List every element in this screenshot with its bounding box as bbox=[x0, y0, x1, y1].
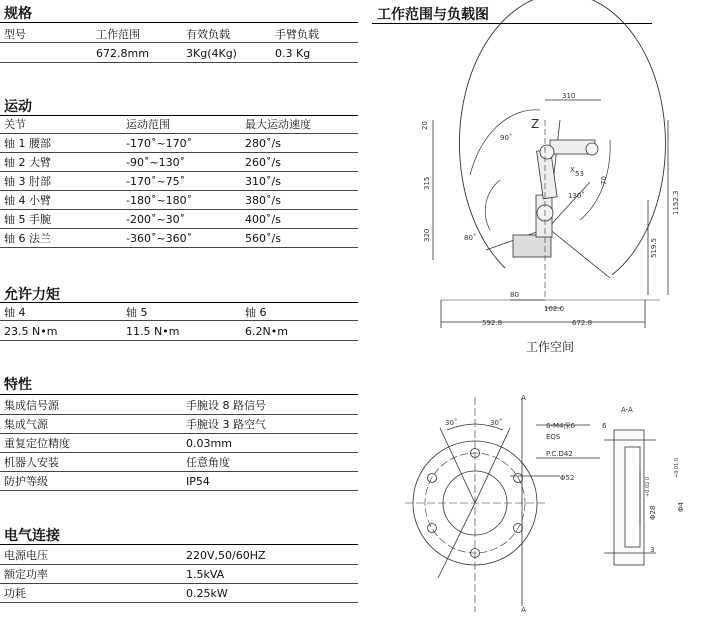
feature-label: 集成信号源 bbox=[4, 399, 59, 412]
flange-dia52-label: Φ52 bbox=[560, 474, 575, 482]
motion-header-speed: 最大运动速度 bbox=[245, 118, 311, 131]
motion-range: -200˚~30˚ bbox=[126, 213, 186, 226]
divider bbox=[0, 171, 358, 172]
spec-title: 规格 bbox=[4, 6, 32, 22]
feature-value: IP54 bbox=[186, 475, 210, 488]
divider bbox=[0, 228, 358, 229]
spec-value-armload: 0.3 Kg bbox=[275, 47, 311, 60]
dim-102: 102.0 bbox=[544, 305, 565, 313]
divider bbox=[0, 414, 358, 415]
torque-header-axis6: 轴 6 bbox=[245, 306, 267, 319]
spec-value-range: 672.8mm bbox=[96, 47, 149, 60]
robot-joint bbox=[537, 205, 553, 221]
bolt-hole bbox=[514, 524, 523, 533]
flange-tol4-label: +0.01 0 bbox=[674, 457, 680, 478]
divider bbox=[0, 115, 358, 116]
motion-speed: 260˚/s bbox=[245, 156, 281, 169]
motion-range: -170˚~170˚ bbox=[126, 137, 193, 150]
flange-pcd bbox=[425, 453, 525, 553]
feature-value: 任意角度 bbox=[186, 456, 230, 469]
spec-value-payload: 3Kg(4Kg) bbox=[186, 47, 237, 60]
divider bbox=[0, 583, 358, 584]
flange-section bbox=[614, 430, 644, 565]
motion-range: -360˚~360˚ bbox=[126, 232, 193, 245]
electric-value: 1.5kVA bbox=[186, 568, 225, 581]
dim-1152: 1152.3 bbox=[672, 190, 680, 215]
dim-592: 592.8 bbox=[482, 319, 503, 327]
flange-bore bbox=[443, 471, 507, 535]
flange-angle-right: 30˚ bbox=[490, 419, 503, 427]
dim-90deg: 90˚ bbox=[500, 134, 513, 142]
divider bbox=[372, 23, 652, 24]
dim-130deg: 130˚ bbox=[568, 192, 585, 200]
robot-base bbox=[513, 235, 551, 257]
dim-315: 315 bbox=[423, 176, 431, 190]
feature-label: 机器人安装 bbox=[4, 456, 59, 469]
feature-value: 0.03mm bbox=[186, 437, 232, 450]
electric-label: 电源电压 bbox=[4, 549, 48, 562]
workspace-inner-arc bbox=[470, 110, 540, 175]
flange-dia28-label: Φ28 bbox=[649, 505, 657, 520]
dim-80: 80 bbox=[510, 291, 519, 299]
electric-label: 额定功率 bbox=[4, 568, 48, 581]
motion-speed: 400˚/s bbox=[245, 213, 281, 226]
torque-header-axis5: 轴 5 bbox=[126, 306, 148, 319]
bolt-hole bbox=[428, 474, 437, 483]
features-title: 特性 bbox=[4, 377, 32, 393]
divider bbox=[0, 564, 358, 565]
dim-20: 20 bbox=[421, 121, 429, 130]
divider bbox=[0, 320, 358, 321]
flange-section-label: A-A bbox=[621, 406, 633, 414]
dim-320: 320 bbox=[423, 228, 431, 242]
dim-672: 672.8 bbox=[572, 319, 593, 327]
axis-z-label: Z bbox=[531, 117, 540, 131]
motion-speed: 560˚/s bbox=[245, 232, 281, 245]
flange-angle-left: 30˚ bbox=[445, 419, 458, 427]
electric-value: 0.25kW bbox=[186, 587, 228, 600]
flange-six-label: 6 bbox=[602, 422, 607, 430]
divider bbox=[0, 133, 358, 134]
workspace-envelope bbox=[459, 0, 665, 275]
electric-label: 功耗 bbox=[4, 587, 26, 600]
spec-header-armload: 手臂负载 bbox=[275, 28, 319, 41]
torque-value-axis4: 23.5 N•m bbox=[4, 325, 58, 338]
electric-value: 220V,50/60HZ bbox=[186, 549, 266, 562]
divider bbox=[0, 602, 358, 603]
torque-value-axis5: 11.5 N•m bbox=[126, 325, 180, 338]
divider bbox=[0, 433, 358, 434]
bolt-hole bbox=[471, 549, 480, 558]
torque-header-axis4: 轴 4 bbox=[4, 306, 26, 319]
motion-axis: 轴 6 法兰 bbox=[4, 232, 51, 245]
motion-axis: 轴 4 小臂 bbox=[4, 194, 51, 207]
spec-header-range: 工作范围 bbox=[96, 28, 140, 41]
motion-axis: 轴 5 手腕 bbox=[4, 213, 51, 226]
divider bbox=[0, 152, 358, 153]
flange-holes-label: 6-M4深6 bbox=[546, 422, 575, 430]
diagram-title: 工作范围与负载图 bbox=[377, 7, 489, 23]
feature-value: 手腕设 3 路空气 bbox=[186, 418, 266, 431]
dim-53: 53 bbox=[575, 170, 584, 178]
motion-range: -90˚~130˚ bbox=[126, 156, 186, 169]
flange-dia4-label: Φ4 bbox=[677, 502, 685, 512]
divider bbox=[0, 209, 358, 210]
flange-outer bbox=[413, 441, 537, 565]
motion-speed: 280˚/s bbox=[245, 137, 281, 150]
divider bbox=[0, 247, 358, 248]
motion-speed: 310˚/s bbox=[245, 175, 281, 188]
motion-axis: 轴 1 腰部 bbox=[4, 137, 51, 150]
divider bbox=[0, 394, 358, 395]
motion-axis: 轴 2 大臂 bbox=[4, 156, 51, 169]
motion-axis: 轴 3 肘部 bbox=[4, 175, 51, 188]
torque-value-axis6: 6.2N•m bbox=[245, 325, 288, 338]
bolt-hole bbox=[428, 524, 437, 533]
feature-label: 集成气源 bbox=[4, 418, 48, 431]
electric-title: 电气连接 bbox=[4, 528, 60, 544]
divider bbox=[0, 42, 358, 43]
flange-eqs-label: EQS bbox=[546, 433, 561, 441]
divider bbox=[0, 340, 358, 341]
torque-title: 允许力矩 bbox=[4, 287, 60, 303]
dim-80deg: 80˚ bbox=[464, 234, 477, 242]
feature-label: 防护等级 bbox=[4, 475, 48, 488]
divider bbox=[0, 190, 358, 191]
flange-label-a-bottom: A bbox=[521, 606, 526, 614]
spec-header-payload: 有效负载 bbox=[186, 28, 230, 41]
bolt-hole bbox=[471, 449, 480, 458]
divider bbox=[0, 22, 358, 23]
motion-title: 运动 bbox=[4, 99, 32, 115]
feature-label: 重复定位精度 bbox=[4, 437, 70, 450]
motion-range: -170˚~75˚ bbox=[126, 175, 186, 188]
bolt-hole bbox=[514, 474, 523, 483]
axis-x-label: X bbox=[570, 166, 575, 174]
dim-519: 519.5 bbox=[650, 237, 658, 258]
dim-70: 70 bbox=[600, 176, 608, 185]
flange-label-a-top: A bbox=[521, 394, 526, 402]
divider bbox=[0, 544, 358, 545]
workspace-caption: 工作空间 bbox=[526, 340, 575, 354]
divider bbox=[0, 62, 358, 63]
motion-header-joint: 关节 bbox=[4, 118, 26, 131]
dim-310: 310 bbox=[562, 92, 576, 100]
divider bbox=[0, 490, 358, 491]
divider bbox=[0, 302, 358, 303]
motion-header-range: 运动范围 bbox=[126, 118, 170, 131]
flange-three-label: 3 bbox=[650, 546, 655, 554]
divider bbox=[0, 471, 358, 472]
flange-tol28-label: +0.02 0 bbox=[645, 476, 651, 497]
flange-pcd-label: P.C.D42 bbox=[546, 450, 573, 458]
divider bbox=[0, 452, 358, 453]
motion-speed: 380˚/s bbox=[245, 194, 281, 207]
robot-joint bbox=[540, 145, 554, 159]
spec-header-model: 型号 bbox=[4, 28, 26, 41]
feature-value: 手腕设 8 路信号 bbox=[186, 399, 266, 412]
robot-joint bbox=[586, 143, 598, 155]
motion-range: -180˚~180˚ bbox=[126, 194, 193, 207]
